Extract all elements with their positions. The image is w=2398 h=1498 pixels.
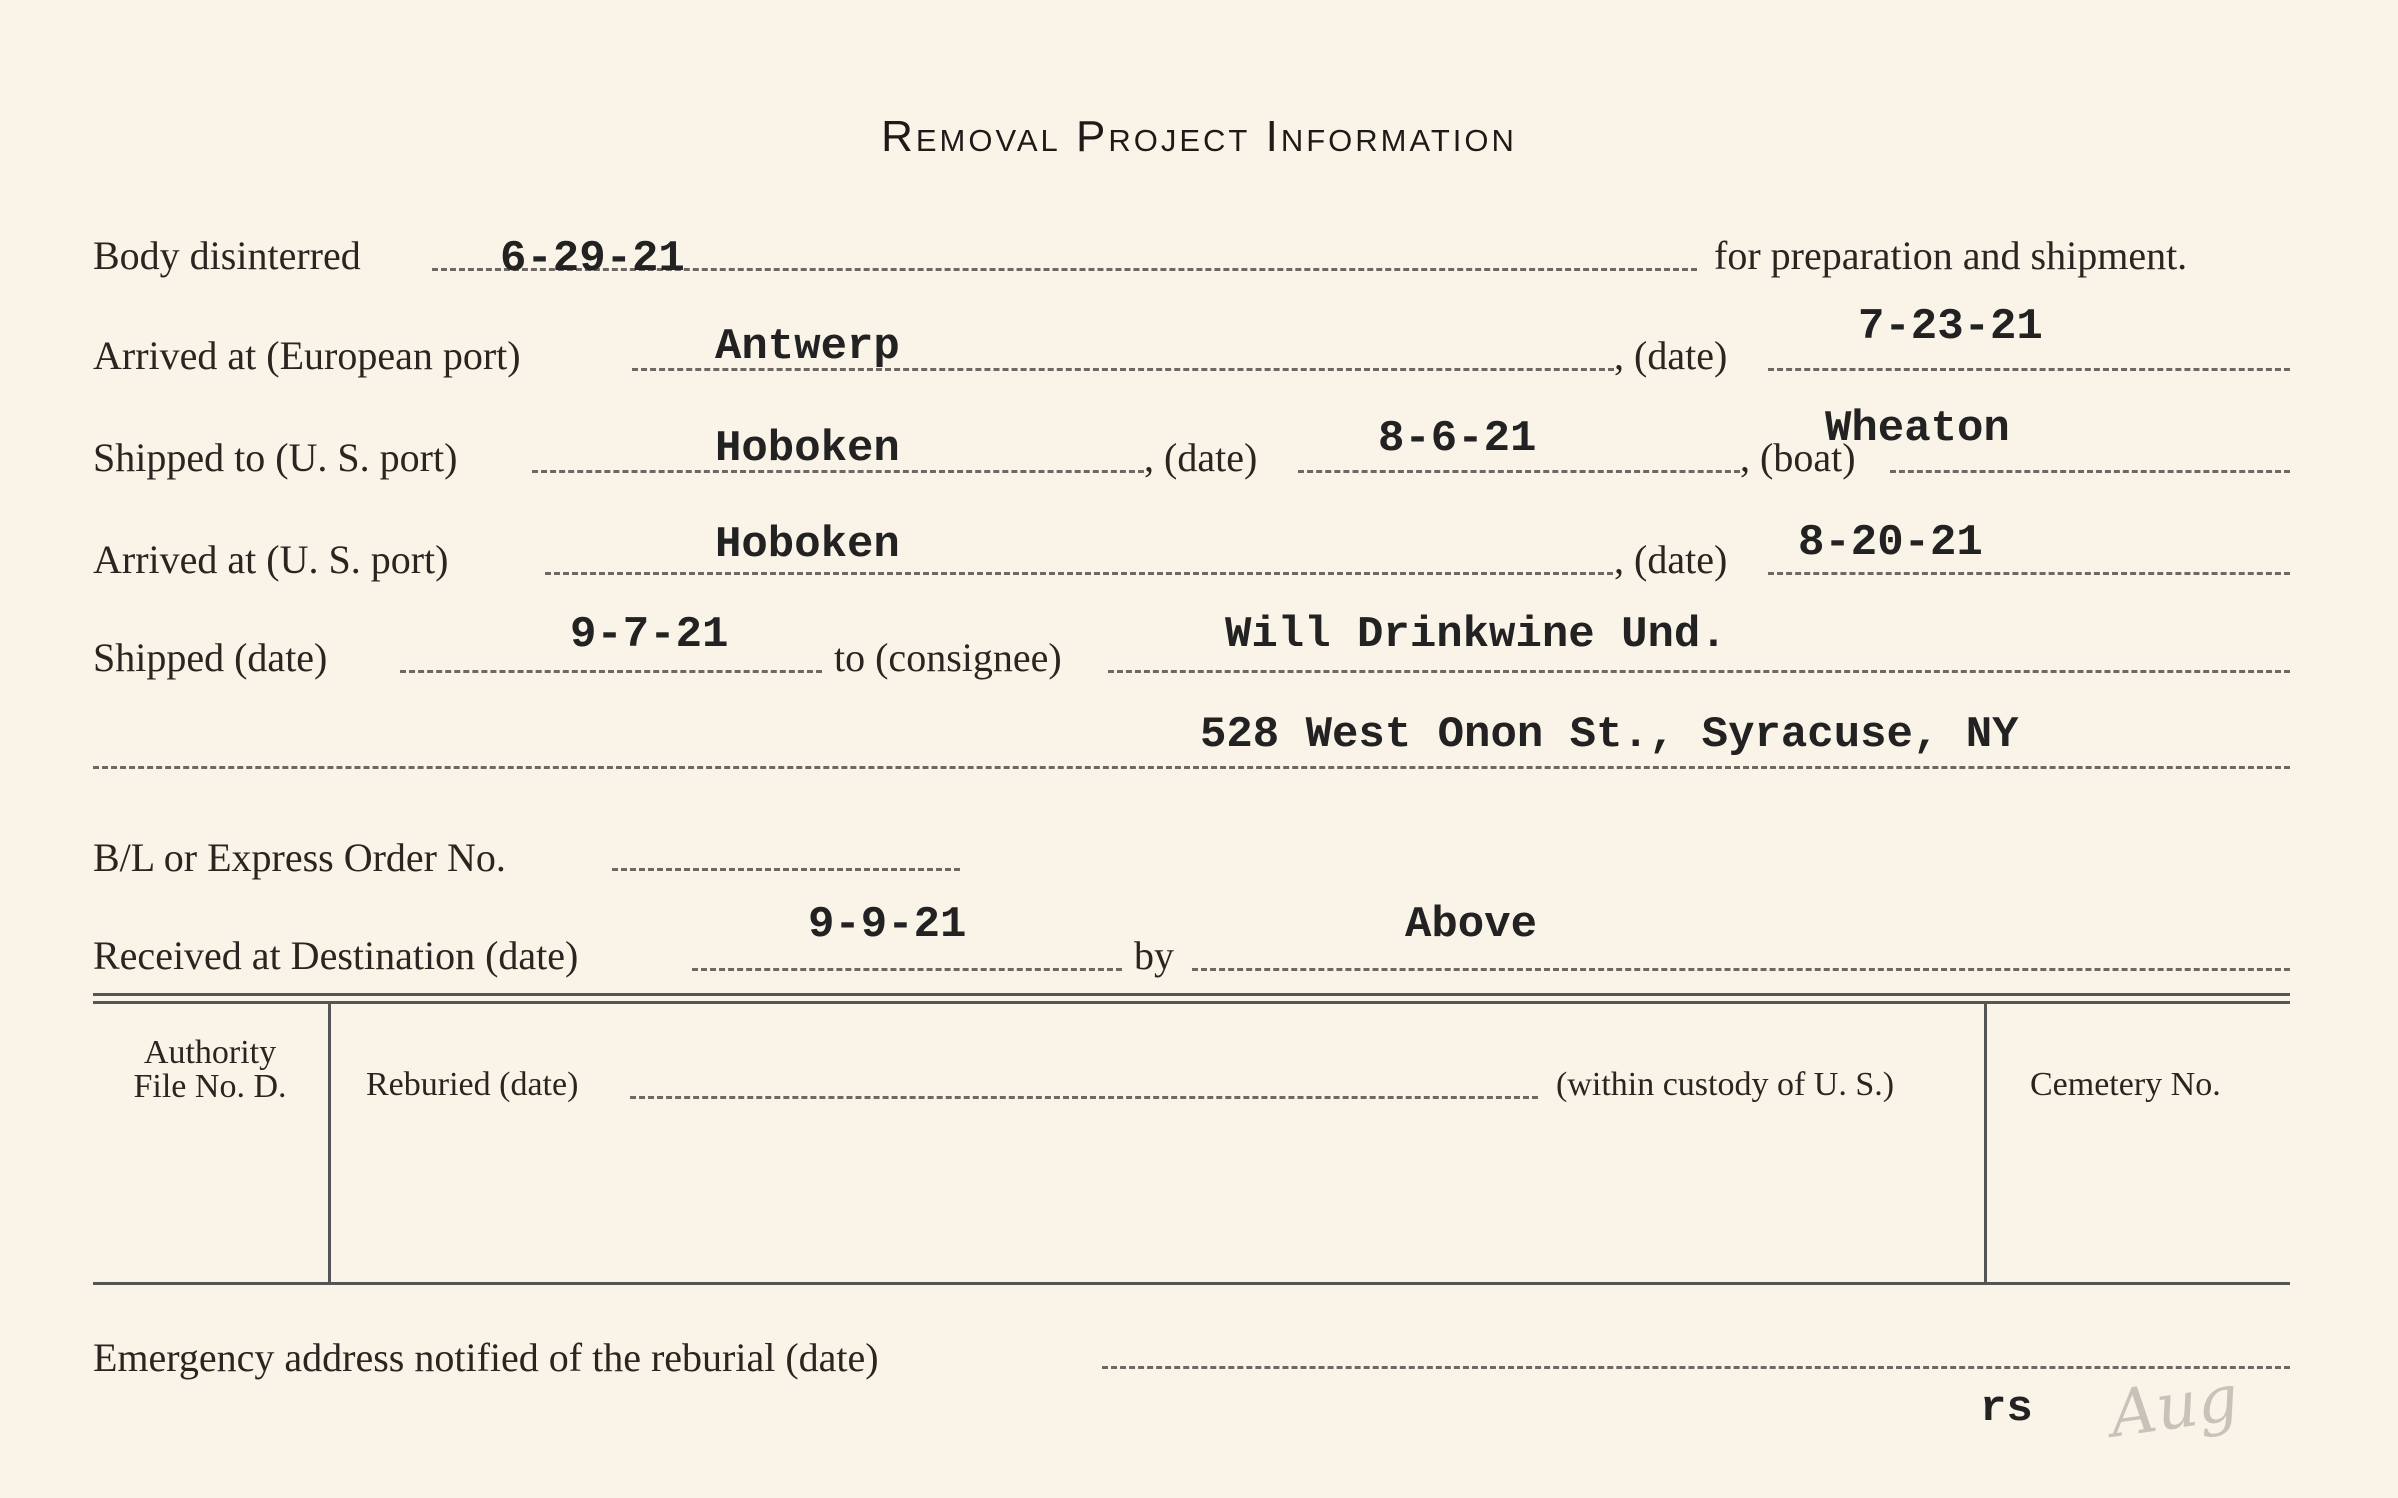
disinterred-label: Body disinterred [93,233,361,278]
shipped-value: 9-7-21 [570,610,729,660]
address-line [93,766,2290,769]
shipped-label: Shipped (date) [93,635,328,680]
bl-line [612,868,960,871]
arrived-us-date: 8-20-21 [1798,518,1983,568]
arrived-us-date-line [1768,572,2290,575]
arrived-us-date-label: , (date) [1614,537,1728,582]
received-label: Received at Destination (date) [93,933,579,978]
reburied-label: Reburied (date) [366,1066,579,1103]
table-divider-left [328,1004,331,1282]
table-top-rule [93,993,2290,996]
authority-label-line2: File No. D. [133,1068,287,1105]
shipped-us-boat-label: , (boat) [1740,435,1856,480]
reburied-line [630,1096,1538,1099]
table-divider-right [1984,1004,1987,1282]
consignee-label: to (consignee) [834,635,1062,680]
emergency-line [1102,1366,2290,1369]
arrived-us-line [545,572,1613,575]
consignee-address: 528 West Onon St., Syracuse, NY [1200,710,2019,760]
authority-label-line1: Authority [143,1034,277,1071]
shipped-us-value: Hoboken [715,424,900,474]
card-title: Removal Project Information [881,112,1517,161]
initials: rs [1980,1384,2033,1434]
emergency-label: Emergency address notified of the reburial (date) [93,1335,879,1380]
arrived-eu-date-label: , (date) [1614,333,1728,378]
custody-label: (within custody of U. S.) [1556,1066,1895,1103]
consignee-line [1108,670,2290,673]
consignee-value: Will Drinkwine Und. [1225,610,1727,660]
shipped-us-boat: Wheaton [1825,404,2010,454]
received-by-value: Above [1405,900,1538,950]
arrived-eu-date: 7-23-21 [1858,302,2043,352]
shipped-us-boat-line [1890,470,2290,473]
arrived-eu-value: Antwerp [715,322,900,372]
shipped-line [400,670,822,673]
received-by-label: by [1134,933,1174,978]
disinterred-suffix: for preparation and shipment. [1714,233,2188,278]
received-value: 9-9-21 [808,900,967,950]
arrived-us-label: Arrived at (U. S. port) [93,537,449,582]
arrived-us-value: Hoboken [715,520,900,570]
handwritten-note: Aug [2105,1361,2243,1453]
table-bottom-rule [93,1282,2290,1285]
cemetery-label: Cemetery No. [2030,1066,2221,1103]
received-line [692,968,1122,971]
arrived-eu-date-line [1768,368,2290,371]
shipped-us-date-label: , (date) [1144,435,1258,480]
arrived-eu-label: Arrived at (European port) [93,333,521,378]
shipped-us-date: 8-6-21 [1378,414,1537,464]
shipped-us-label: Shipped to (U. S. port) [93,435,458,480]
disinterred-value: 6-29-21 [500,234,685,284]
bl-label: B/L or Express Order No. [93,835,506,880]
table-top-rule-2 [93,1001,2290,1004]
received-by-line [1192,968,2290,971]
shipped-us-date-line [1298,470,1740,473]
